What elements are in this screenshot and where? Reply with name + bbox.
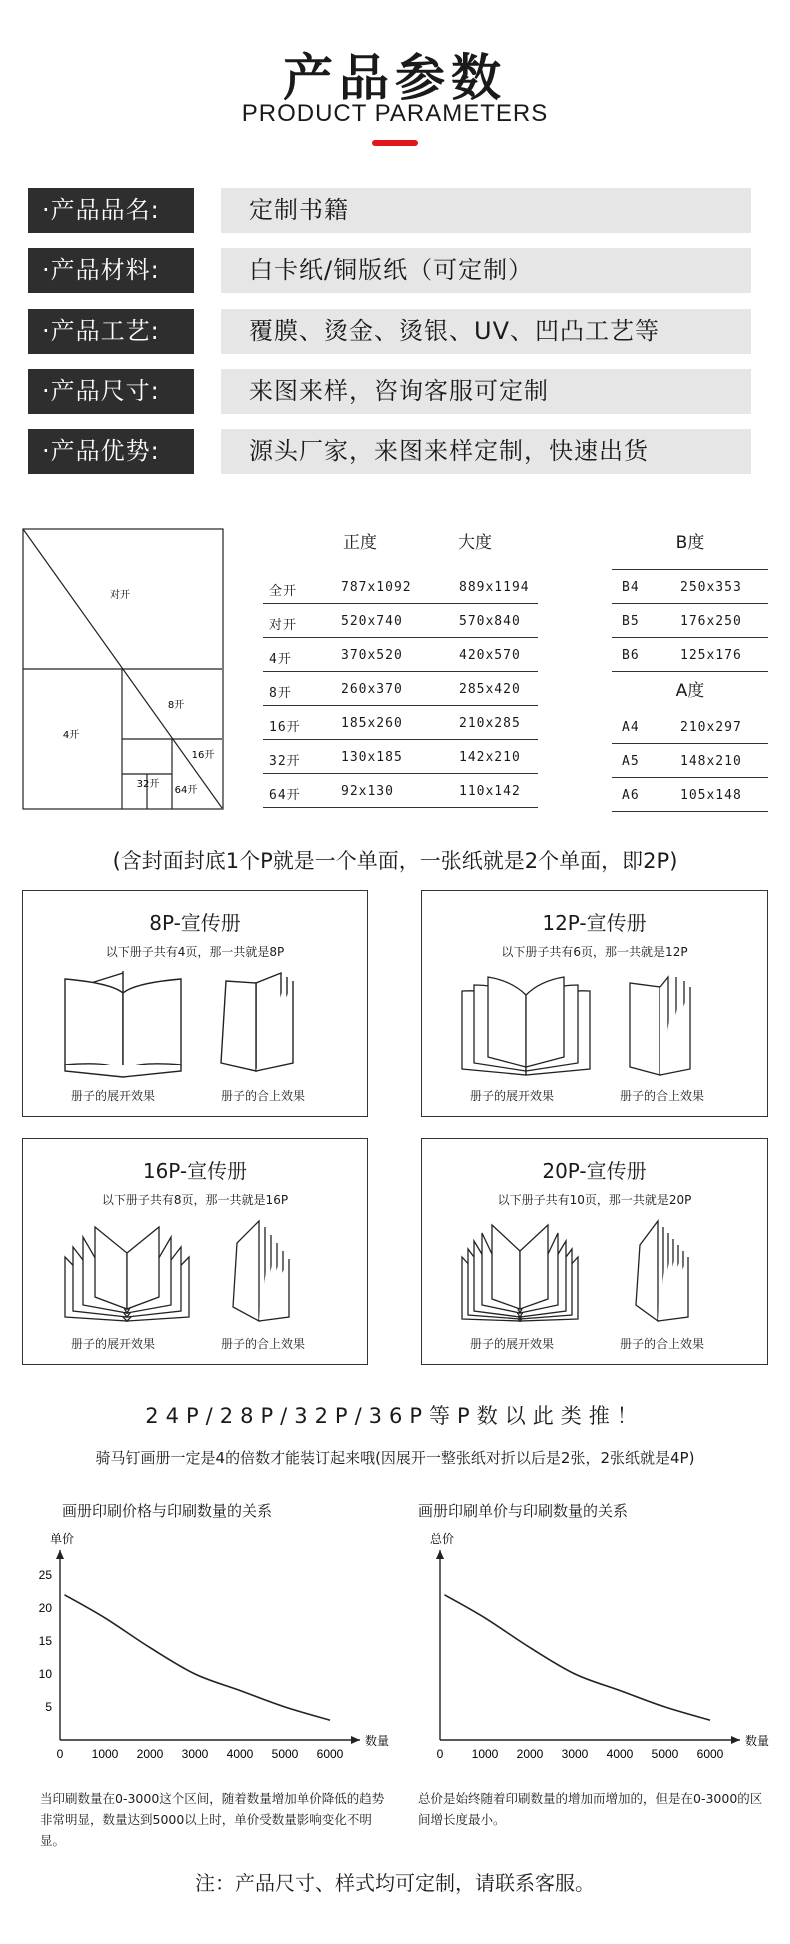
- footer-note: 注：产品尺寸、样式均可定制，请联系客服。: [195, 1871, 595, 1895]
- y-axis-arrow: [56, 1550, 64, 1559]
- paper-size-table: [263, 524, 538, 814]
- title-accent-bar: [372, 140, 418, 146]
- more-p-note: 24P/28P/32P/36P等P数以此类推！: [145, 1404, 645, 1428]
- size-table-row: [263, 638, 538, 672]
- label-kai32: 32开: [136, 779, 160, 790]
- closed-effect-label: 册子的合上效果: [620, 1337, 705, 1351]
- size-da: 889x1194: [459, 580, 530, 595]
- ab-value: 210x297: [680, 720, 742, 735]
- size-table-row: [263, 706, 538, 740]
- param-label: ·产品材料:: [28, 248, 194, 293]
- x-tick-label: 5000: [271, 1747, 299, 1761]
- param-row-name: [28, 188, 751, 233]
- size-zheng: 185x260: [341, 716, 403, 731]
- ab-table-row: [612, 570, 768, 604]
- y-tick-label: 25: [38, 1568, 52, 1582]
- size-table-row: [263, 672, 538, 706]
- param-value: 定制书籍: [221, 188, 751, 233]
- chart-price-vs-quantity: [20, 1532, 400, 1775]
- booklet-title: 20P-宣传册: [542, 1159, 647, 1183]
- chart1-title: 画册印刷价格与印刷数量的关系: [62, 1502, 273, 1520]
- page-subtitle: PRODUCT PARAMETERS: [241, 100, 549, 127]
- chart2-note: 总价是始终随着印刷数量的增加而增加的，但是在0-3000的区间增长度最小。: [418, 1791, 763, 1827]
- chart1-note: 当印刷数量在0-3000这个区间，随着数量增加单价降低的趋势非常明显，数量达到5000以上时，单价受数量影响变化不明显。: [40, 1791, 385, 1848]
- col-header-zheng: 正度: [343, 533, 377, 553]
- param-value: 覆膜、烫金、烫银、UV、凹凸工艺等: [221, 309, 751, 354]
- closed-effect-label: 册子的合上效果: [221, 1337, 306, 1351]
- x-tick-label: 4000: [606, 1747, 634, 1761]
- closed-effect-label: 册子的合上效果: [221, 1089, 306, 1103]
- ab-value: 250x353: [680, 580, 742, 595]
- booklet-16p-illustration: [61, 1217, 331, 1329]
- booklet-title: 16P-宣传册: [142, 1159, 248, 1183]
- x-tick-label: 6000: [696, 1747, 724, 1761]
- label-kai64: 64开: [174, 785, 198, 796]
- row-divider: [612, 811, 768, 812]
- size-name: 对开: [269, 618, 298, 633]
- chart-unitprice-vs-quantity: [400, 1532, 780, 1775]
- param-value: 源头厂家，来图来样定制，快速出货: [221, 429, 751, 474]
- x-tick-label: 2000: [136, 1747, 164, 1761]
- ab-name: A6: [622, 788, 640, 803]
- size-da: 210x285: [459, 716, 521, 731]
- size-name: 全开: [269, 584, 298, 599]
- y-axis-label: 单价: [50, 1532, 75, 1546]
- open-effect-label: 册子的展开效果: [71, 1337, 156, 1351]
- booklet-12p-illustration: [460, 971, 730, 1081]
- series-line: [445, 1595, 711, 1720]
- x-tick-label: 0: [56, 1747, 64, 1761]
- ab-name: B4: [622, 580, 640, 595]
- closed-effect-label: 册子的合上效果: [620, 1089, 705, 1103]
- ab-value: 176x250: [680, 614, 742, 629]
- size-table-row: [263, 570, 538, 604]
- open-effect-label: 册子的展开效果: [470, 1089, 555, 1103]
- param-row-craft: [28, 309, 751, 354]
- y-axis-arrow: [436, 1550, 444, 1559]
- chart2-title: 画册印刷单价与印刷数量的关系: [418, 1502, 629, 1520]
- ab-table-row: [612, 778, 768, 812]
- param-row-material: [28, 248, 751, 293]
- a-size-title: A度: [675, 681, 705, 701]
- size-name: 64开: [269, 788, 301, 803]
- row-divider: [263, 807, 538, 808]
- booklet-20p-card: [421, 1138, 768, 1365]
- ab-table-row: [612, 638, 768, 672]
- x-tick-label: 6000: [316, 1747, 344, 1761]
- booklet-subtitle: 以下册子共有4页，那一共就是8P: [105, 945, 285, 959]
- page-title: 产品参数: [283, 49, 507, 107]
- booklet-20p-illustration: [460, 1217, 730, 1329]
- size-zheng: 787x1092: [341, 580, 412, 595]
- y-tick-label: 10: [38, 1667, 52, 1681]
- ab-table-row: [612, 604, 768, 638]
- param-label: ·产品品名:: [28, 188, 194, 233]
- booklet-16p-card: [22, 1138, 368, 1365]
- y-tick-label: 5: [45, 1700, 52, 1714]
- param-label: ·产品工艺:: [28, 309, 194, 354]
- size-name: 4开: [269, 652, 292, 667]
- size-zheng: 520x740: [341, 614, 403, 629]
- x-tick-label: 0: [436, 1747, 444, 1761]
- open-effect-label: 册子的展开效果: [470, 1337, 555, 1351]
- ab-name: A5: [622, 754, 640, 769]
- x-tick-label: 1000: [471, 1747, 499, 1761]
- ab-name: A4: [622, 720, 640, 735]
- x-axis-label: 数量: [365, 1734, 390, 1748]
- ab-value: 105x148: [680, 788, 742, 803]
- y-tick-label: 20: [38, 1601, 52, 1615]
- size-name: 32开: [269, 754, 301, 769]
- x-tick-label: 3000: [181, 1747, 209, 1761]
- row-divider: [612, 671, 768, 672]
- y-axis-label: 总价: [430, 1532, 455, 1546]
- booklet-subtitle: 以下册子共有10页，那一共就是20P: [497, 1193, 692, 1207]
- size-table-row: [263, 740, 538, 774]
- size-zheng: 260x370: [341, 682, 403, 697]
- size-table-row: [263, 604, 538, 638]
- size-da: 142x210: [459, 750, 521, 765]
- col-header-da: 大度: [458, 533, 492, 553]
- size-da: 420x570: [459, 648, 521, 663]
- size-da: 110x142: [459, 784, 521, 799]
- size-name: 8开: [269, 686, 292, 701]
- y-tick-label: 15: [38, 1634, 52, 1648]
- booklet-title: 8P-宣传册: [149, 911, 241, 935]
- x-tick-label: 3000: [561, 1747, 589, 1761]
- x-axis-arrow: [351, 1736, 360, 1744]
- saddle-stitch-note: 骑马钉画册一定是4的倍数才能装订起来哦(因展开一整张纸对折以后是2张，2张纸就是4P): [95, 1449, 695, 1467]
- param-row-size: [28, 369, 751, 414]
- x-tick-label: 5000: [651, 1747, 679, 1761]
- param-value: 白卡纸/铜版纸（可定制）: [221, 248, 751, 293]
- b-size-title: B度: [675, 533, 705, 553]
- ab-value: 125x176: [680, 648, 742, 663]
- ab-value: 148x210: [680, 754, 742, 769]
- x-tick-label: 4000: [226, 1747, 254, 1761]
- ab-name: B5: [622, 614, 640, 629]
- x-axis-arrow: [731, 1736, 740, 1744]
- ab-table-row: [612, 744, 768, 778]
- booklet-subtitle: 以下册子共有6页，那一共就是12P: [501, 945, 688, 959]
- size-zheng: 92x130: [341, 784, 394, 799]
- series-line: [65, 1595, 331, 1720]
- ab-table-row: [612, 710, 768, 744]
- param-label: ·产品优势:: [28, 429, 194, 474]
- size-da: 570x840: [459, 614, 521, 629]
- param-row-advantage: [28, 429, 751, 474]
- booklet-12p-card: [421, 890, 768, 1117]
- size-name: 16开: [269, 720, 301, 735]
- size-da: 285x420: [459, 682, 521, 697]
- size-zheng: 130x185: [341, 750, 403, 765]
- ab-size-table: [612, 524, 768, 814]
- size-table-row: [263, 774, 538, 808]
- size-zheng: 370x520: [341, 648, 403, 663]
- x-axis-label: 数量: [745, 1734, 770, 1748]
- paper-division-diagram: [22, 528, 224, 810]
- param-label: ·产品尺寸:: [28, 369, 194, 414]
- p-count-note: (含封面封底1个P就是一个单面，一张纸就是2个单面，即2P): [112, 849, 678, 873]
- x-tick-label: 1000: [91, 1747, 119, 1761]
- ab-name: B6: [622, 648, 640, 663]
- label-kai4: 4开: [62, 730, 80, 741]
- label-kai2: 对开: [110, 590, 130, 601]
- booklet-8p-card: [22, 890, 368, 1117]
- label-kai16: 16开: [191, 750, 215, 761]
- booklet-8p-illustration: [61, 971, 331, 1081]
- param-value: 来图来样，咨询客服可定制: [221, 369, 751, 414]
- booklet-subtitle: 以下册子共有8页，那一共就是16P: [101, 1193, 289, 1207]
- x-tick-label: 2000: [516, 1747, 544, 1761]
- booklet-title: 12P-宣传册: [542, 911, 647, 935]
- label-kai8: 8开: [167, 700, 185, 711]
- open-effect-label: 册子的展开效果: [71, 1089, 156, 1103]
